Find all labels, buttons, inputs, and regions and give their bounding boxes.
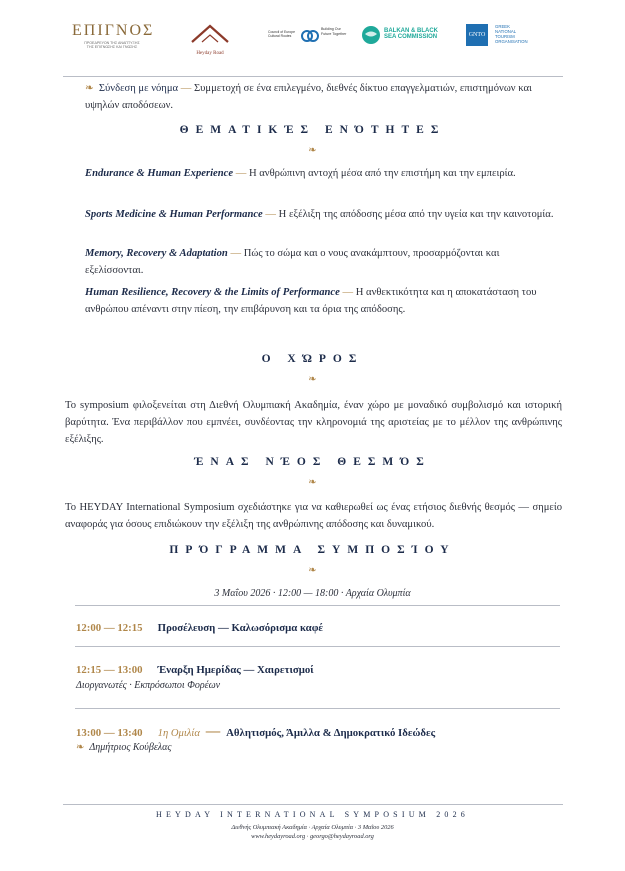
heyday-road-logo	[188, 22, 232, 56]
institution-paragraph: Το HEYDAY International Symposium σχεδιάστηκε για να καθιερωθεί ως ένας ετήσιος διεθνής θεσμός — σημείο αναφοράς για όσους επιδιώκουν την εξέλιξη της ανθρώπινης απόδοσης και δυναμικού.	[65, 502, 562, 530]
intro-text: Συμμετοχή σε ένα επιλεγμένο, διεθνές δίκτυο επαγγελματιών, επιστημόνων και υψηλών αποδόσεων.	[85, 83, 532, 111]
theme-item	[85, 165, 560, 182]
intro-paragraph	[85, 80, 560, 114]
building-future-logo	[301, 27, 351, 45]
epignos-subtitle: ΠΡΟΕΔΡΕΥΟΝ ΤΗΣ ΑΝΑΠΤΥΞΗΣ	[84, 41, 140, 45]
program-divider	[75, 708, 560, 709]
partner-logos	[0, 0, 625, 70]
gnto-text-1: GREEK	[495, 24, 511, 29]
footer-title: HEYDAY INTERNATIONAL SYMPOSIUM 2026	[155, 810, 469, 819]
themes-ornament-icon: ❧	[308, 145, 317, 156]
gnto-text	[495, 24, 545, 44]
program-time: 12:15 — 13:00	[76, 664, 143, 676]
balkan-label: BALKAN & BLACK	[384, 28, 438, 34]
epignos-subtitle-2: ΤΗΣ ΕΠΙΓΝΩΣΗΣ ΚΑΙ ΓΝΩΣΗΣ	[86, 45, 138, 49]
theme-text: Η ανθεκτικότητα και η αποκατάσταση του ανθρώπου απέναντι στην πίεση, την επιβάρυνση και τα όρια της απόδοσης.	[85, 287, 537, 315]
intro-dash: —	[180, 83, 192, 94]
program-item	[76, 658, 561, 677]
fleuron-bullet-icon: ❧	[76, 742, 85, 753]
footer-line-2: www.heydayroad.org · georgo@heydayroad.org	[251, 833, 374, 840]
house-roof-icon	[188, 22, 232, 46]
gnto-text-4: ORGANISATION	[495, 39, 528, 44]
gnto-logo	[466, 24, 488, 46]
institution-heading: ΈΝΑΣ ΝΈΟΣ ΘΕΣΜΌΣ	[194, 456, 431, 468]
epignos-title: ΕΠΙΓΝΟΣ	[72, 22, 155, 39]
gnto-text-2: NATIONAL	[495, 29, 517, 34]
program-item	[76, 721, 561, 740]
header-divider	[63, 76, 563, 77]
venue-heading: Ο ΧΏΡΟΣ	[261, 353, 364, 365]
theme-dash: —	[342, 287, 354, 298]
epignos-logo	[72, 22, 155, 49]
program-title: Έναρξη Ημερίδας — Χαιρετισμοί	[157, 664, 314, 676]
circles-icon	[301, 27, 319, 45]
program-prefix: 1η Ομιλία	[157, 728, 200, 739]
program-time: 13:00 — 13:40	[76, 727, 143, 739]
gnto-text-3: TOURISM	[495, 34, 515, 39]
balkan-commission-logo	[361, 25, 445, 45]
venue-paragraph: Το symposium φιλοξενείται στη Διεθνή Ολυμπιακή Ακαδημία, έναν χώρο με μοναδικό συμβολισμό και ιστορική βαρύτητα. Ένα περιβάλλον που εμπνέει, συνδέοντας την κληρονομιά της αριστείας με το μέλλον της ανθρώπινης εξέλιξης.	[65, 400, 562, 445]
theme-title: Endurance & Human Experience	[85, 168, 234, 179]
theme-text: Η εξέλιξη της απόδοσης μέσα από την υγεία και την καινοτομία.	[278, 209, 554, 220]
program-item	[76, 616, 561, 635]
program-meta: 3 Μαΐου 2026 · 12:00 — 18:00 · Αρχαία Ολυμπία	[214, 588, 411, 599]
program-dash: —	[204, 721, 221, 740]
theme-title: Sports Medicine & Human Performance	[85, 209, 263, 220]
program-speaker-row	[76, 742, 171, 753]
theme-dash: —	[230, 248, 242, 259]
themes-heading: ΘΕΜΑΤΙΚΈΣ ΕΝΌΤΗΤΕΣ	[179, 124, 446, 136]
program-ornament-icon: ❧	[308, 565, 317, 576]
theme-item	[85, 206, 560, 223]
institution-ornament-icon: ❧	[308, 477, 317, 488]
program-time: 12:00 — 12:15	[76, 622, 143, 634]
program-sub: Διοργανωτές · Εκπρόσωποι Φορέων	[76, 680, 221, 691]
fleuron-bullet-icon: ❧	[85, 83, 94, 94]
program-heading: ΠΡΌΓΡΑΜΜΑ ΣΥΜΠΟΣΊΟΥ	[169, 544, 456, 556]
balkan-label-2: SEA COMMISSION	[384, 34, 438, 40]
program-divider	[75, 646, 560, 647]
gnto-label: GNTO	[468, 32, 486, 38]
theme-text: Πώς το σώμα και ο νους ανακάμπτουν, προσαρμόζονται και εξελίσσονται.	[85, 248, 500, 276]
theme-dash: —	[235, 168, 247, 179]
council-label: Council of Europe Cultural Routes	[268, 30, 295, 38]
theme-text: Η ανθρώπινη αντοχή μέσα από την επιστήμη και την εμπειρία.	[248, 168, 516, 179]
theme-item	[85, 284, 560, 318]
program-title: Προσέλευση — Καλωσόρισμα καφέ	[157, 622, 324, 634]
program-divider	[75, 605, 560, 606]
council-logo	[268, 30, 296, 38]
footer-divider	[63, 804, 563, 805]
footer-line-1: Διεθνής Ολυμπιακή Ακαδημία · Αρχαία Ολυμπία · 3 Μαΐου 2026	[231, 824, 394, 831]
heyday-road-label: Heyday Road	[196, 51, 224, 56]
theme-title: Human Resilience, Recovery & the Limits of Performance	[85, 287, 340, 298]
venue-ornament-icon: ❧	[308, 374, 317, 385]
program-title: Αθλητισμός, Άμιλλα & Δημοκρατικό Ιδεώδες	[226, 727, 436, 739]
theme-item	[85, 245, 560, 279]
program-speaker: Δημήτριος Κούβελας	[89, 742, 172, 753]
theme-dash: —	[265, 209, 276, 220]
theme-title: Memory, Recovery & Adaptation	[85, 248, 228, 259]
intro-lead: Σύνδεση με νόημα	[98, 83, 179, 94]
building-future-label: Building Our Future Together	[321, 27, 347, 36]
globe-icon	[361, 25, 381, 45]
